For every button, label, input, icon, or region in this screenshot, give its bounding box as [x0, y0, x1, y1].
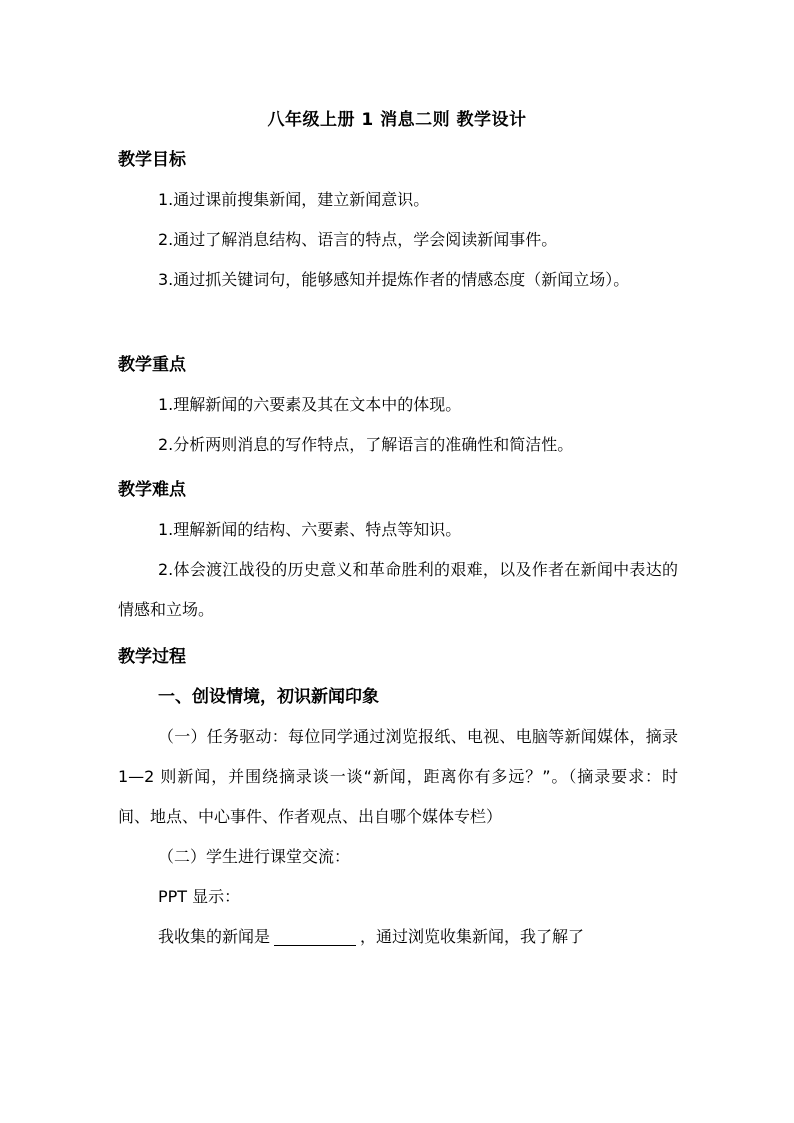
difficulty-item-1: 1.理解新闻的结构、六要素、特点等知识。 — [158, 520, 462, 539]
fill-prefix: 我收集的新闻是 — [158, 927, 271, 946]
fill-blank-line — [274, 927, 356, 946]
section-heading-difficulties: 教学难点 — [118, 480, 186, 500]
process-task-paragraph: （一）任务驱动：每位同学通过浏览报纸、电视、电脑等新闻媒体，摘录 1—2 则新闻，并围绕摘录谈一谈“新闻，距离你有多远？”。（摘录要求：时间、地点、中心事件、作者观点、出自哪个媒体专栏） — [118, 727, 678, 826]
section-goals — [118, 140, 678, 300]
fill-in-sentence — [118, 917, 678, 957]
fill-suffix: ，通过浏览收集新闻，我了解了 — [360, 927, 585, 946]
section-process — [118, 637, 678, 957]
goal-item-2: 2.通过了解消息结构、语言的特点，学会阅读新闻事件。 — [158, 230, 558, 249]
difficulty-item-2: 2.体会渡江战役的历史意义和革命胜利的艰难，以及作者在新闻中表达的情感和立场。 — [118, 560, 678, 619]
process-exchange: （二）学生进行课堂交流： — [158, 847, 351, 866]
goal-item-1: 1.通过课前搜集新闻，建立新闻意识。 — [158, 190, 430, 209]
section-difficulties — [118, 470, 678, 630]
ppt-label: PPT 显示： — [158, 887, 241, 906]
section-heading-process: 教学过程 — [118, 647, 186, 667]
section-heading-key-points: 教学重点 — [118, 355, 186, 375]
key-point-item-1: 1.理解新闻的六要素及其在文本中的体现。 — [158, 395, 462, 414]
goal-item-3: 3.通过抓关键词句，能够感知并提炼作者的情感态度（新闻立场）。 — [158, 270, 630, 289]
section-heading-goals: 教学目标 — [118, 150, 186, 170]
section-key-points — [118, 345, 678, 465]
key-point-item-2: 2.分析两则消息的写作特点，了解语言的准确性和简洁性。 — [158, 435, 574, 454]
process-subheading: 一、创设情境，初识新闻印象 — [158, 687, 379, 707]
document-title: 八年级上册 1 消息二则 教学设计 — [267, 110, 527, 130]
